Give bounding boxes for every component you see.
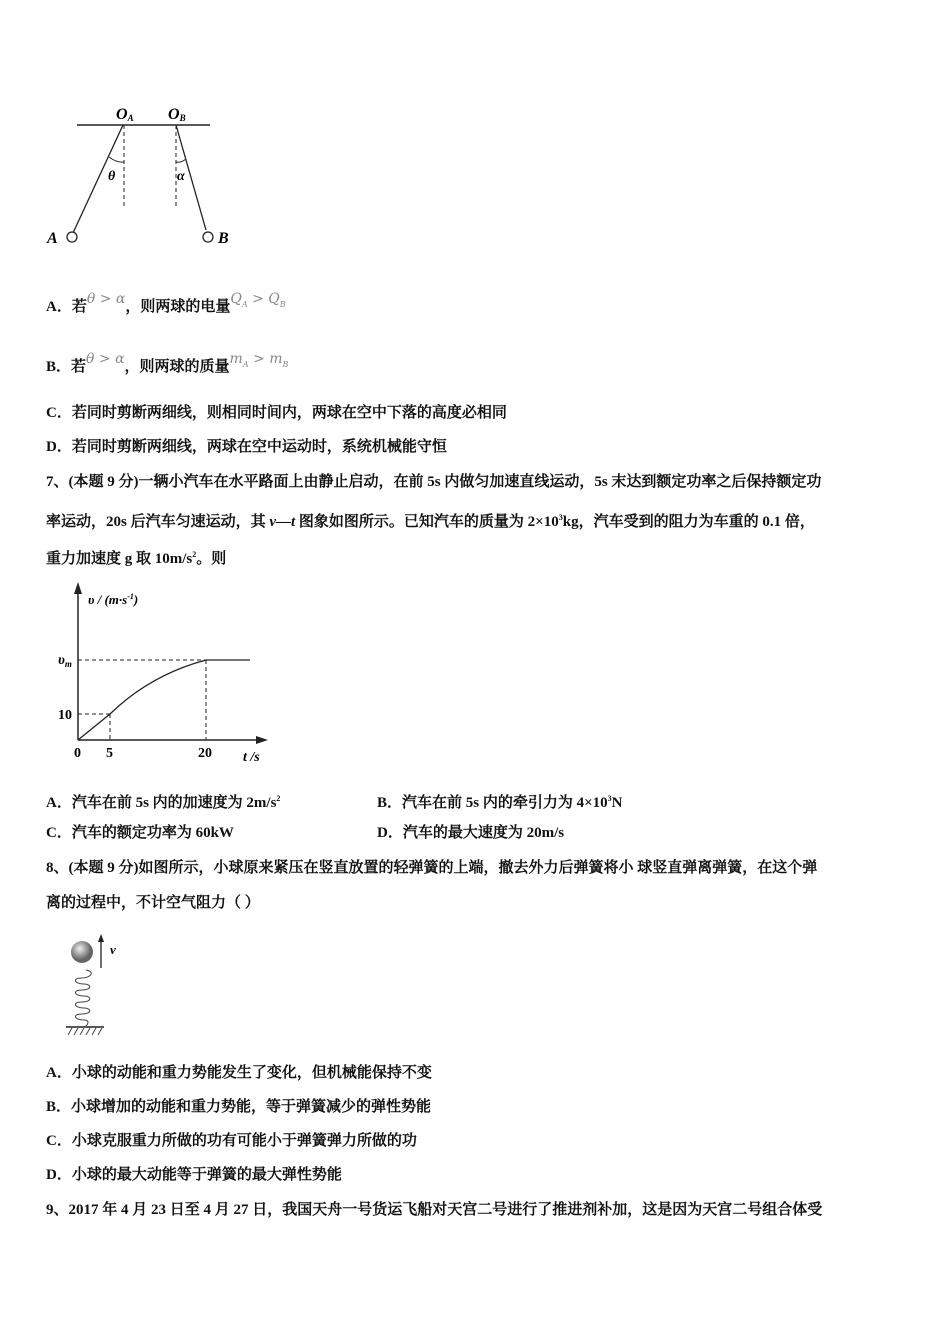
svg-text:5: 5 [106,746,113,761]
option-text: ，则两球的质量 [124,359,230,375]
q6-option-a[interactable] [46,291,286,323]
math: θ > α [86,291,126,307]
q8-option-c[interactable]: C．小球克服重力所做的功有可能小于弹簧弹力所做的功 [46,1133,417,1149]
svg-text:υ / (m·s-1): $\upsilon / (m\cdot s^{-1})$ [88,592,139,607]
spring-ball-figure [60,930,140,1040]
svg-text:θ: θ [108,169,116,184]
vt-curve [78,660,250,740]
svg-text:0: 0 [74,746,81,761]
q7-option-d[interactable]: D．汽车的最大速度为 20m/s [377,825,565,841]
q7-stem-line2: 率运动，20s 后汽车匀速运动，其 v—t 图象如图所示。已知汽车的质量为 $2\times 10^3kg$，汽车受到的阻力为车重的 0.1 倍， [46,513,815,530]
svg-text:A: A [47,230,58,247]
q7-stem-line3: 重力加速度 g 取 $10m/s^2$。则 [46,550,227,567]
option-text: ，则两球的电量 [125,299,231,315]
svg-text:α: α [177,169,185,184]
pendulum-figure [40,95,260,255]
svg-text:B: B [218,230,229,247]
q6-option-c[interactable]: C．若同时剪断两细线，则相同时间内，两球在空中下落的高度必相同 [46,405,507,421]
svg-text:v: v [110,942,116,957]
svg-text:OA: OA [116,106,134,123]
svg-text:OB: OB [168,106,186,123]
math: $Q_A > Q_B$ [230,291,286,309]
q7-option-b[interactable]: B．汽车在前 5s 内的牵引力为 $4\times 10^3N$ [377,794,623,811]
q8-option-a[interactable]: A．小球的动能和重力势能发生了变化，但机械能保持不变 [46,1065,432,1081]
option-text: B．若 [46,359,87,375]
q7-option-c[interactable]: C．汽车的额定功率为 60kW [46,825,234,841]
option-text: A．若 [46,299,87,315]
svg-text:10: 10 [58,708,72,723]
svg-text:20: 20 [198,746,212,761]
math: $m_A > m_B$ [229,351,289,369]
q8-option-d[interactable]: D．小球的最大动能等于弹簧的最大弹性势能 [46,1167,342,1183]
q8-stem-line1: 8、(本题 9 分)如图所示，小球原来紧压在竖直放置的轻弹簧的上端，撤去外力后弹簧将小 球竖直弹离弹簧，在这个弹 [46,860,818,876]
q8-option-b[interactable]: B．小球增加的动能和重力势能，等于弹簧减少的弹性势能 [46,1099,432,1115]
q6-option-d[interactable]: D．若同时剪断两细线，两球在空中运动时，系统机械能守恒 [46,439,447,455]
svg-text:t /s: t /s [243,750,260,765]
q9-stem-line1: 9、2017 年 4 月 23 日至 4 月 27 日，我国天舟一号货运飞船对天宫二号进行了推进剂补加，这是因为天宫二号组合体受 [46,1202,823,1218]
vt-graph [40,580,280,770]
q7-option-a[interactable]: A．汽车在前 5s 内的加速度为 $2m/s^2$ [46,794,281,811]
q7-stem-line1: 7、(本题 9 分)一辆小汽车在水平路面上由静止启动，在前 5s 内做匀加速直线运动，5s 末达到额定功率之后保持额定功 [46,474,822,490]
math: θ > α [86,351,125,367]
q8-stem-line2: 离的过程中，不计空气阻力（ ） [46,895,260,911]
q6-option-b[interactable] [46,351,289,383]
svg-text:υm: $\upsilon_m$ [58,653,72,669]
